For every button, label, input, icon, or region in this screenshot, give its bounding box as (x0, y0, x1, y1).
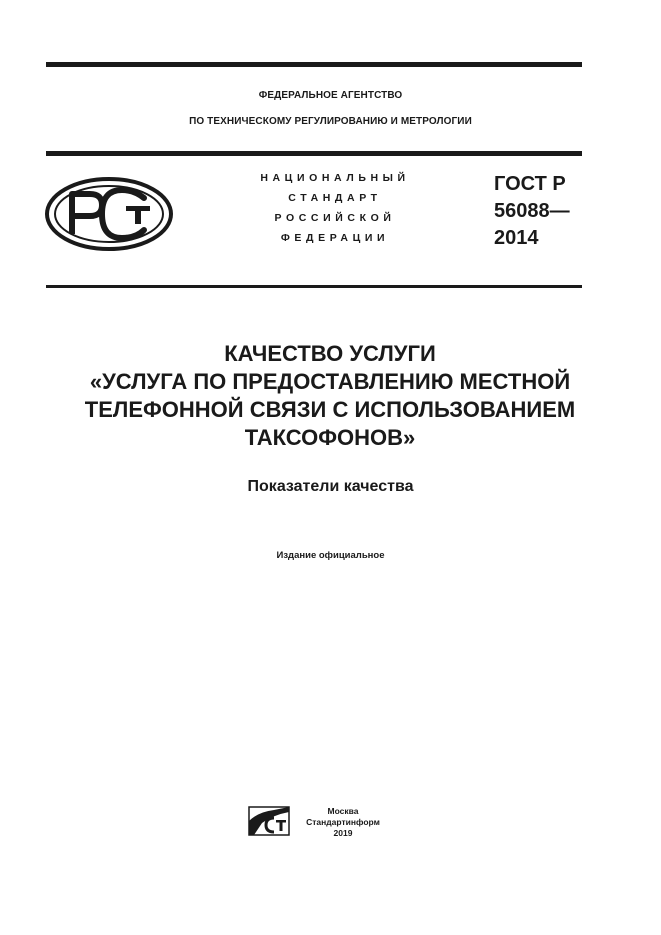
gost-designation-line-1: ГОСТ Р (494, 173, 566, 195)
title-line-4: ТАКСОФОНОВ» (244, 425, 416, 450)
rst-certification-seal-icon (44, 176, 174, 252)
document-subtitle: Показатели качества (247, 478, 414, 495)
top-rule (46, 62, 582, 67)
gost-designation-line-3: 2014 (494, 227, 539, 249)
title-line-1: КАЧЕСТВО УСЛУГИ (224, 341, 436, 366)
standard-block-rule (46, 285, 582, 288)
publisher-name: Стандартинформ (306, 817, 380, 827)
agency-line-2: ПО ТЕХНИЧЕСКОМУ РЕГУЛИРОВАНИЮ И МЕТРОЛОГИИ (189, 116, 472, 127)
header-rule (46, 151, 582, 156)
document-title (40, 340, 620, 452)
title-line-3: ТЕЛЕФОННОЙ СВЯЗИ С ИСПОЛЬЗОВАНИЕМ (84, 397, 576, 422)
publisher-city: Москва (327, 806, 359, 816)
standard-line-4: ФЕДЕРАЦИИ (280, 232, 390, 244)
gost-designation-line-2: 56088— (494, 200, 570, 222)
standard-line-2: СТАНДАРТ (288, 192, 382, 204)
standard-line-1: НАЦИОНАЛЬНЫЙ (260, 172, 410, 184)
standartinform-logo-icon (248, 806, 290, 836)
edition-note: Издание официальное (276, 550, 385, 561)
agency-line-1: ФЕДЕРАЛЬНОЕ АГЕНТСТВО (258, 90, 403, 101)
title-line-2: «УСЛУГА ПО ПРЕДОСТАВЛЕНИЮ МЕСТНОЙ (89, 369, 571, 394)
publication-year: 2019 (333, 828, 353, 838)
standard-line-3: РОССИЙСКОЙ (274, 212, 396, 224)
